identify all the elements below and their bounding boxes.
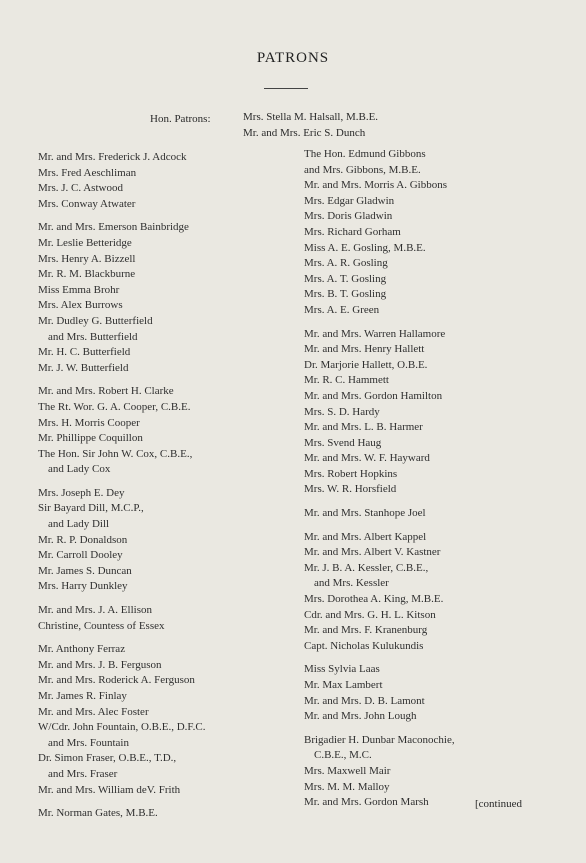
patron-name: W/Cdr. John Fountain, O.B.E., D.F.C. bbox=[38, 721, 206, 734]
patron-name: Mrs. Harry Dunkley bbox=[38, 580, 128, 593]
patron-name: Mrs. Joseph E. Dey bbox=[38, 486, 125, 499]
patron-name: Mr. and Mrs. W. F. Hayward bbox=[304, 452, 430, 465]
patron-name: Christine, Countess of Essex bbox=[38, 619, 165, 632]
patron-group bbox=[304, 147, 455, 319]
patron-name: Mr. and Mrs. J. B. Ferguson bbox=[38, 658, 162, 671]
patron-name: and Mrs. Fountain bbox=[48, 736, 129, 749]
patron-name: Mr. and Mrs. Alec Foster bbox=[38, 705, 149, 718]
patron-name: Mr. James R. Finlay bbox=[38, 690, 127, 702]
patron-name: C.B.E., M.C. bbox=[314, 749, 372, 762]
patron-name: and Lady Cox bbox=[48, 463, 111, 476]
patron-name: and Lady Dill bbox=[48, 518, 110, 531]
patron-name: Mrs. A. E. Green bbox=[304, 303, 380, 316]
continued-note: [continued bbox=[475, 798, 523, 810]
patron-name: Miss Sylvia Laas bbox=[304, 663, 380, 676]
patron-name: Mr. Leslie Betteridge bbox=[38, 236, 132, 249]
patron-name: Mr. and Mrs. Emerson Bainbridge bbox=[38, 221, 189, 234]
patrons-left-column bbox=[38, 150, 206, 830]
patron-name: Mr. and Mrs. D. B. Lamont bbox=[304, 694, 425, 707]
patron-name: Mrs. A. T. Gosling bbox=[304, 272, 387, 285]
patron-name: Mrs. A. R. Gosling bbox=[304, 257, 388, 270]
patron-name: Mrs. Svend Haug bbox=[304, 436, 382, 449]
patron-name: Mr. and Mrs. J. A. Ellison bbox=[38, 604, 152, 617]
patron-name: Mr. and Mrs. Morris A. Gibbons bbox=[304, 179, 448, 192]
patron-name: Mrs. B. T. Gosling bbox=[304, 288, 387, 301]
patron-group bbox=[38, 486, 206, 595]
patron-name: Mr. Phillippe Coquillon bbox=[38, 432, 143, 445]
patron-name: Mr. and Mrs. Roderick A. Ferguson bbox=[38, 674, 195, 687]
patron-name: The Hon. Edmund Gibbons bbox=[304, 148, 426, 160]
patron-name: Mr. and Mrs. John Lough bbox=[304, 710, 417, 723]
patron-name: Mrs. Doris Gladwin bbox=[304, 210, 393, 223]
patron-name: Mr. and Mrs. F. Kranenburg bbox=[304, 624, 428, 637]
patron-name: Mr. R. M. Blackburne bbox=[38, 268, 136, 281]
patron-group bbox=[38, 642, 206, 798]
patron-name: Miss Emma Brohr bbox=[38, 283, 120, 296]
patron-name: Cdr. and Mrs. G. H. L. Kitson bbox=[304, 608, 436, 621]
patron-name: Dr. Simon Fraser, O.B.E., T.D., bbox=[38, 752, 177, 765]
patron-name: and Mrs. Fraser bbox=[48, 767, 118, 780]
patron-name: Mr. and Mrs. Warren Hallamore bbox=[304, 327, 446, 340]
patron-name: Mrs. Robert Hopkins bbox=[304, 467, 398, 480]
patron-name: Mr. and Mrs. Albert V. Kastner bbox=[304, 546, 441, 559]
patron-group bbox=[304, 530, 455, 655]
hon-patrons-names bbox=[243, 110, 378, 141]
patron-name: Mrs. Henry A. Bizzell bbox=[38, 252, 136, 265]
patron-name: Mrs. Dorothea A. King, M.B.E. bbox=[304, 593, 444, 606]
patron-name: Mrs. Conway Atwater bbox=[38, 197, 136, 210]
patron-name: Mr. Anthony Ferraz bbox=[38, 643, 126, 656]
patron-name: Dr. Marjorie Hallett, O.B.E. bbox=[304, 358, 428, 371]
patron-name: Mr. and Mrs. Gordon Marsh bbox=[304, 796, 429, 809]
patron-group bbox=[38, 806, 206, 822]
patron-name: Mr. Carroll Dooley bbox=[38, 549, 123, 562]
hon-patron-name: Mrs. Stella M. Halsall, M.B.E. bbox=[243, 111, 379, 123]
patrons-right-column bbox=[304, 147, 455, 819]
patron-name: Mrs. S. D. Hardy bbox=[304, 405, 380, 418]
patron-name: Mrs. Edgar Gladwin bbox=[304, 194, 395, 207]
patron-name: Mr. Norman Gates, M.B.E. bbox=[38, 807, 158, 820]
patron-name: Mr. and Mrs. Stanhope Joel bbox=[304, 507, 426, 520]
patron-name: Mrs. Alex Burrows bbox=[38, 299, 123, 312]
patron-name: Mrs. H. Morris Cooper bbox=[38, 416, 140, 429]
patron-name: Capt. Nicholas Kulukundis bbox=[304, 639, 424, 652]
patron-group bbox=[304, 733, 455, 811]
patron-name: Mr. and Mrs. Frederick J. Adcock bbox=[38, 151, 187, 163]
patron-name: Mrs. M. M. Malloy bbox=[304, 780, 390, 793]
patron-name: Sir Bayard Dill, M.C.P., bbox=[38, 502, 144, 515]
patron-name: Mr. J. W. Butterfield bbox=[38, 361, 129, 374]
patron-name: The Hon. Sir John W. Cox, C.B.E., bbox=[38, 447, 193, 460]
patron-name: and Mrs. Gibbons, M.B.E. bbox=[304, 163, 421, 176]
patron-group bbox=[304, 506, 455, 522]
patron-name: Mr. H. C. Butterfield bbox=[38, 346, 131, 359]
patron-name: Mrs. Maxwell Mair bbox=[304, 764, 391, 777]
patron-name: Mr. Dudley G. Butterfield bbox=[38, 314, 153, 327]
patron-name: Mrs. Richard Gorham bbox=[304, 225, 401, 238]
patron-group bbox=[304, 662, 455, 724]
patron-name: Miss A. E. Gosling, M.B.E. bbox=[304, 241, 426, 254]
patron-name: Mr. and Mrs. William deV. Frith bbox=[38, 783, 181, 796]
patron-name: Mr. and Mrs. Robert H. Clarke bbox=[38, 385, 174, 398]
hon-patrons-label: Hon. Patrons: bbox=[150, 113, 211, 125]
patron-name: Mrs. J. C. Astwood bbox=[38, 182, 123, 195]
patron-name: Mr. R. C. Hammett bbox=[304, 374, 389, 387]
patron-name: Mr. Max Lambert bbox=[304, 679, 383, 691]
patron-name: Mr. R. P. Donaldson bbox=[38, 533, 128, 546]
patron-group bbox=[38, 150, 206, 212]
patron-group bbox=[304, 327, 455, 499]
patron-name: Mr. James S. Duncan bbox=[38, 564, 132, 577]
patron-name: Mr. and Mrs. L. B. Harmer bbox=[304, 421, 423, 434]
patron-group bbox=[38, 220, 206, 376]
patron-name: Mr. and Mrs. Henry Hallett bbox=[304, 343, 425, 356]
patron-name: and Mrs. Butterfield bbox=[48, 330, 138, 343]
patron-name: Mr. J. B. A. Kessler, C.B.E., bbox=[304, 561, 429, 574]
title-rule bbox=[264, 88, 308, 90]
patron-name: Mr. and Mrs. Albert Kappel bbox=[304, 530, 427, 543]
patron-group bbox=[38, 603, 206, 634]
page-title: PATRONS bbox=[256, 50, 330, 66]
patron-name: The Rt. Wor. G. A. Cooper, C.B.E. bbox=[38, 400, 191, 413]
patron-group bbox=[38, 384, 206, 478]
patron-name: and Mrs. Kessler bbox=[314, 577, 389, 590]
patron-name: Mrs. W. R. Horsfield bbox=[304, 483, 397, 496]
hon-patron-name: Mr. and Mrs. Eric S. Dunch bbox=[243, 126, 366, 139]
patron-name: Mrs. Fred Aeschliman bbox=[38, 166, 137, 179]
patron-name: Mr. and Mrs. Gordon Hamilton bbox=[304, 389, 443, 402]
patron-name: Brigadier H. Dunbar Maconochie, bbox=[304, 733, 455, 746]
